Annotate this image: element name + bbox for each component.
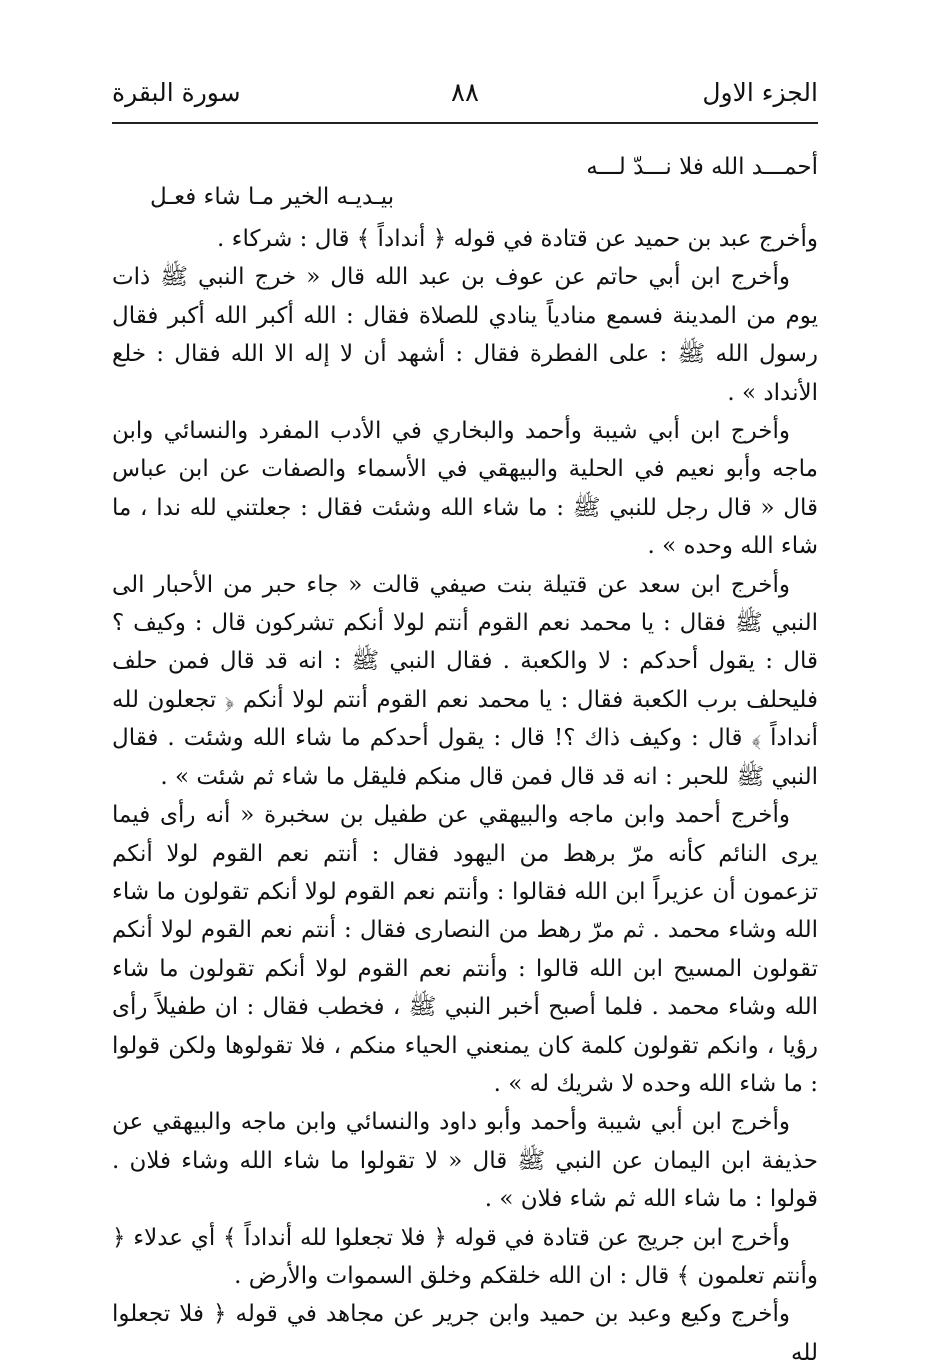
- verse-hemistich-1: أحمـــد الله فلا نـــدّ لـــه: [586, 154, 818, 180]
- header-divider: [112, 122, 818, 124]
- paragraph: وأخرج ابن أبي شيبة وأحمد والبخاري في الأدب المفرد والنسائي وابن ماجه وأبو نعيم في الحلية والبيهقي في الأسماء والصفات عن ابن عباس قال « قال رجل للنبي ﷺ : ما شاء الله وشئت فقال : جعلتني لله ندا ، ما شاء الله وحده » .: [112, 418, 818, 560]
- paragraph: وأخرج أحمد وابن ماجه والبيهقي عن طفيل بن سخبرة « أنه رأى فيما يرى النائم كأنه مرّ برهط من اليهود فقال : أنتم نعم القوم لولا أنكم تزعمون أن عزيراً ابن الله فقالوا : وأنتم نعم القوم لولا أنكم تقولون ما شاء الله وشاء محمد . ثم مرّ رهط من النصارى فقال : أنتم نعم القوم لولا أنكم تقولون المسيح ابن الله قالوا : وأنتم نعم القوم لولا أنكم تقولون ما شاء الله وشاء محمد . فلما أصبح أخبر النبي ﷺ ، فخطب فقال : ان طفيلاً رأى رؤيا ، وانكم تقولون كلمة كان يمنعني الحياء منكم ، فلا تقولوها ولكن قولوا : ما شاء الله وحده لا شريك له » .: [112, 802, 818, 1097]
- paragraph: وأخرج ابن أبي شيبة وأحمد وأبو داود والنسائي وابن ماجه والبيهقي عن حذيفة ابن اليمان عن النبي ﷺ قال « لا تقولوا ما شاء الله وشاء فلان . قولوا : ما شاء الله ثم شاء فلان » .: [112, 1109, 818, 1213]
- juz-title: الجزء الاول: [702, 78, 818, 107]
- verse-hemistich-2: بيـديـه الخير مـا شاء فعـل: [150, 184, 395, 210]
- surah-title: سورة البقرة: [112, 78, 241, 107]
- paragraph: وأخرج ابن جريج عن قتادة في قوله ﴿ فلا تجعلوا لله أنداداً ﴾ أي عدلاء ﴿ وأنتم تعلمون ﴾ قال : ان الله خلقكم وخلق السموات والأرض .: [112, 1224, 818, 1289]
- main-text: [112, 220, 818, 1372]
- page-number: ٨٨: [451, 78, 479, 108]
- poetry-verse: [150, 152, 818, 212]
- paragraph: وأخرج ابن أبي حاتم عن عوف بن عبد الله قال « خرج النبي ﷺ ذات يوم من المدينة فسمع منادياً ينادي للصلاة فقال : الله أكبر الله أكبر فقال رسول الله ﷺ : على الفطرة فقال : أشهد أن لا إله الا الله فقال : خلع الأنداد » .: [112, 264, 818, 406]
- paragraph: وأخرج وكيع وعبد بن حميد وابن جرير عن مجاهد في قوله ﴿ فلا تجعلوا لله: [112, 1301, 818, 1366]
- page-header: [112, 70, 818, 120]
- paragraph: وأخرج عبد بن حميد عن قتادة في قوله ﴿ أنداداً ﴾ قال : شركاء .: [217, 226, 818, 252]
- paragraph: وأخرج ابن سعد عن قتيلة بنت صيفي قالت « جاء حبر من الأحبار الى النبي ﷺ فقال : يا محمد نعم القوم أنتم لولا أنكم تشركون قال : وكيف ؟ قال : يقول أحدكم : لا والكعبة . فقال النبي ﷺ : انه قد قال فمن حلف فليحلف برب الكعبة فقال : يا محمد نعم القوم أنتم لولا أنكم ﴿ تجعلون لله أنداداً ﴾ قال : وكيف ذاك ؟! قال : يقول أحدكم ما شاء الله وشئت . فقال النبي ﷺ للحبر : انه قد قال فمن قال منكم فليقل ما شاء ثم شئت » .: [112, 571, 818, 790]
